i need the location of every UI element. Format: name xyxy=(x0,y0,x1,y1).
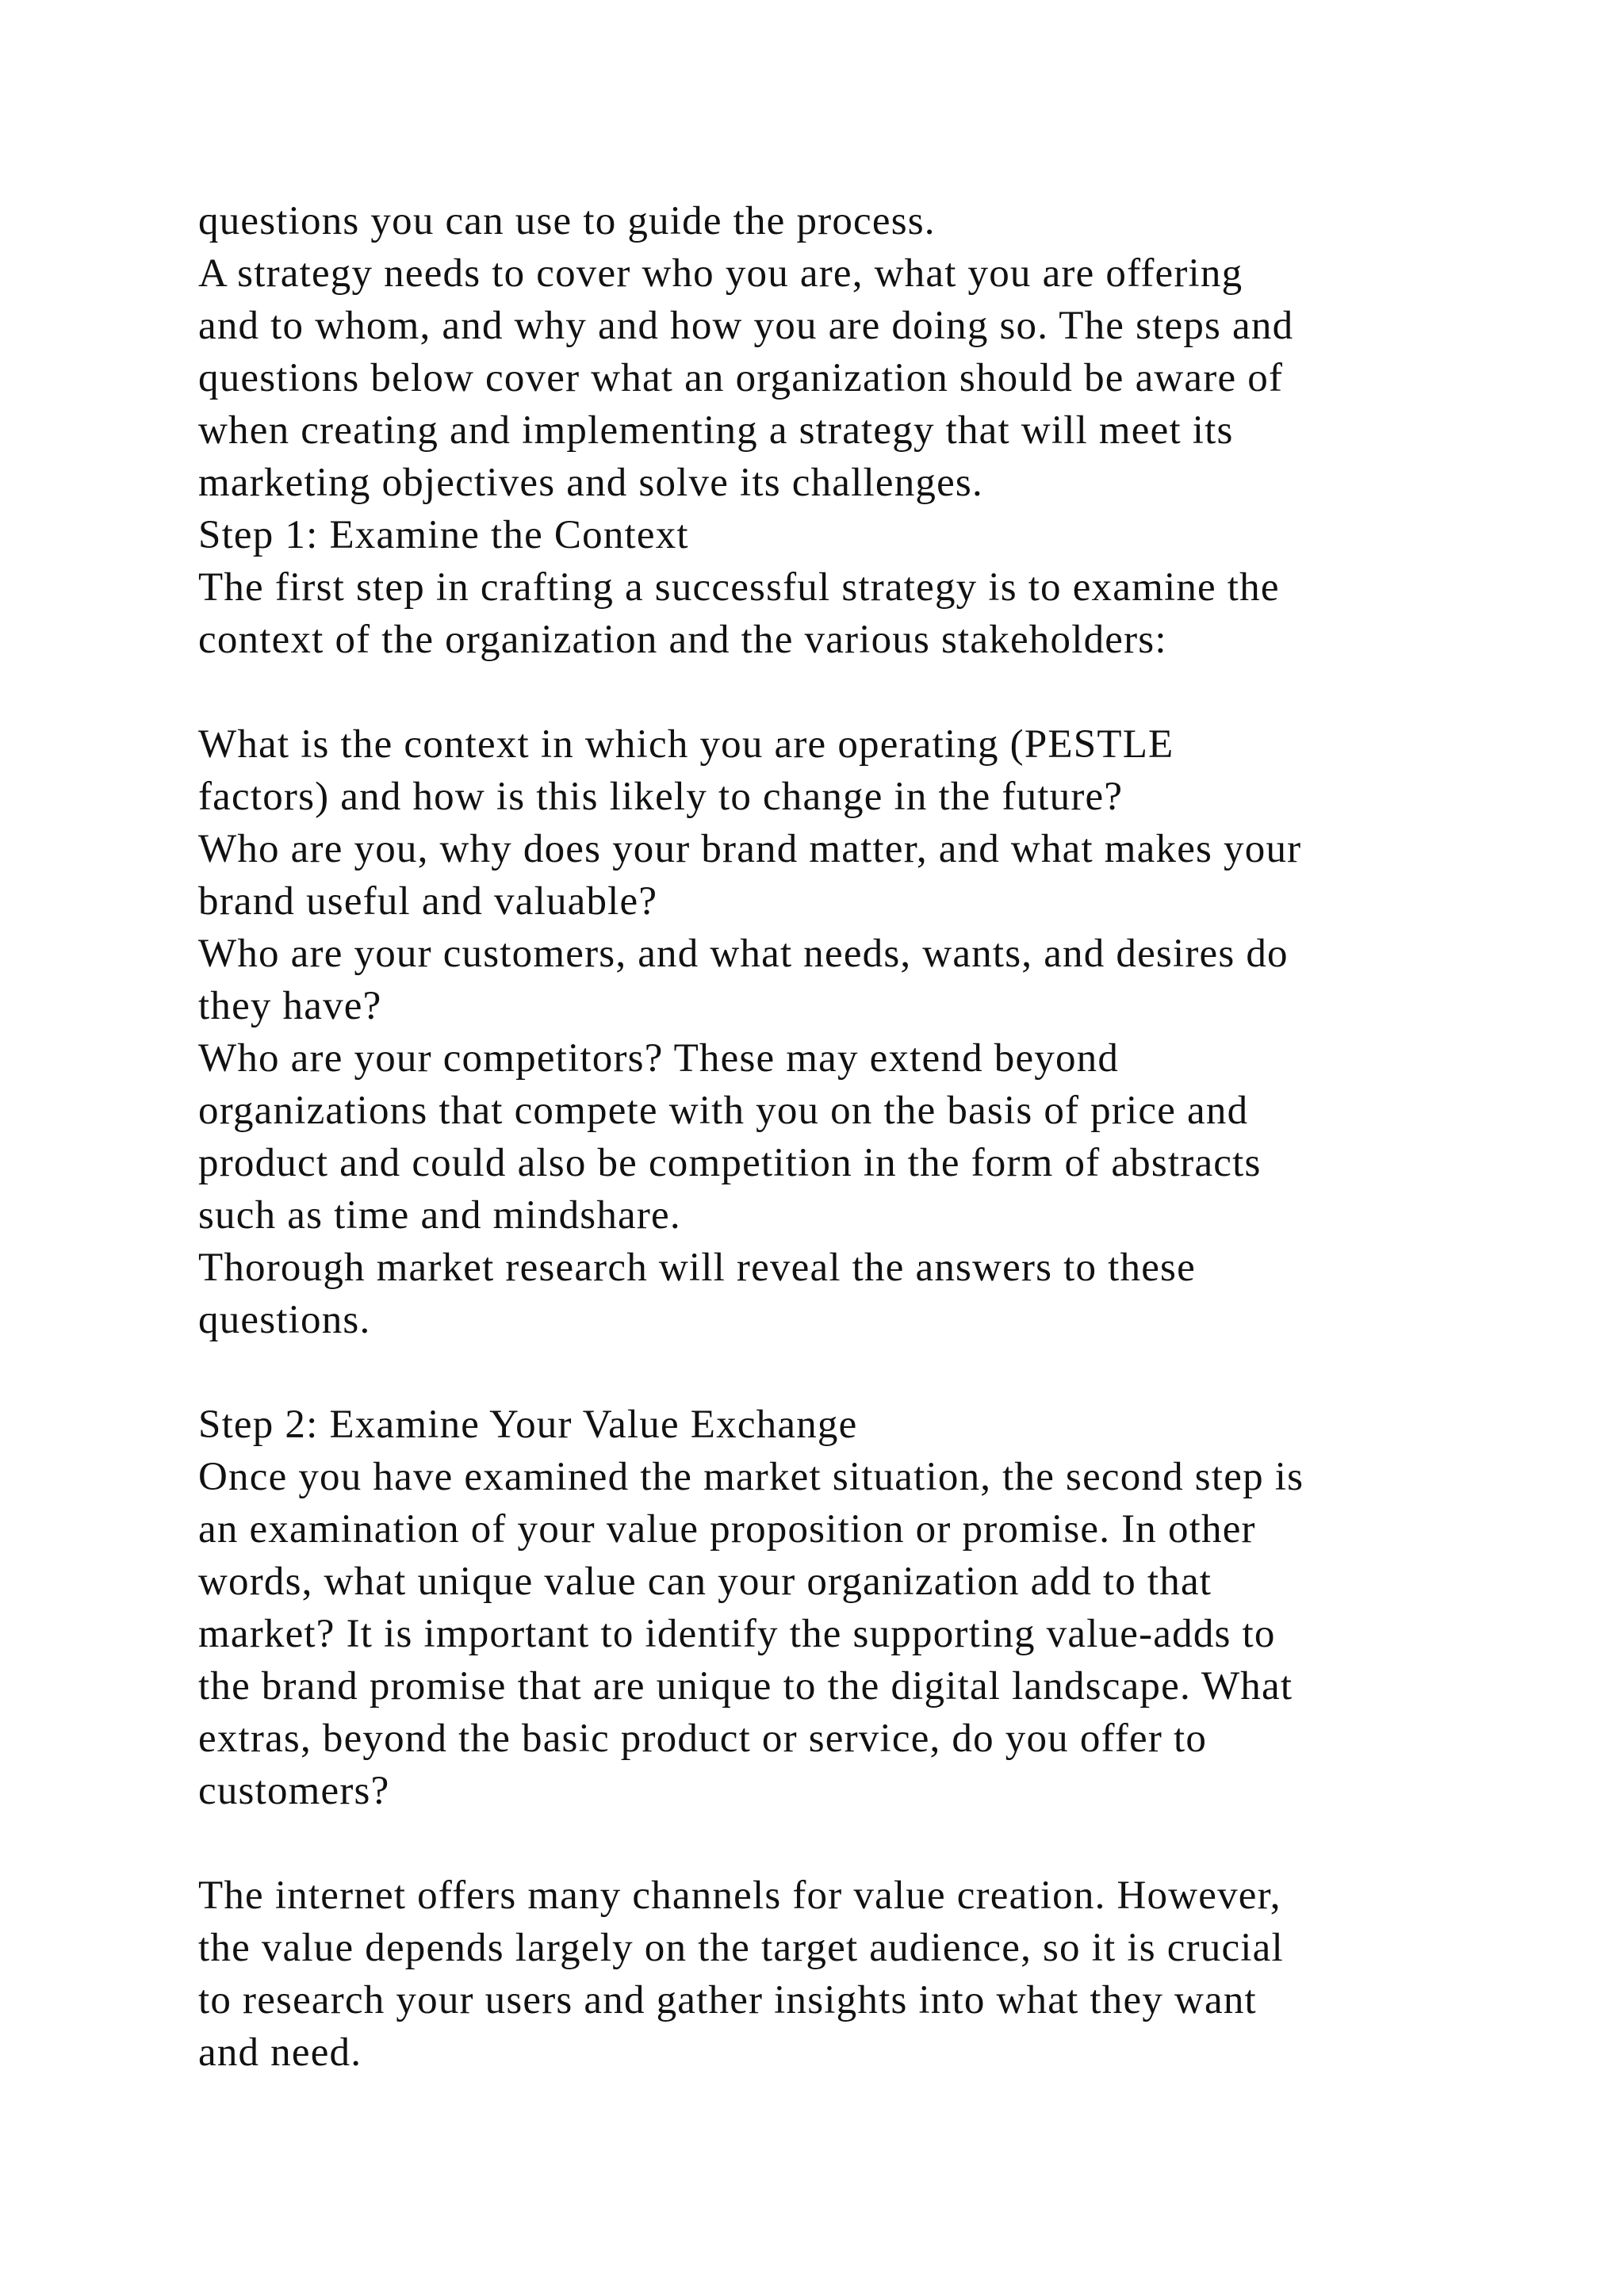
section-heading-step-2: Step 2: Examine Your Value Exchange xyxy=(198,1402,858,1447)
blank-line xyxy=(198,1346,1483,1399)
text-line: when creating and implementing a strategy that will meet its xyxy=(198,408,1234,453)
question-line: brand useful and valuable? xyxy=(198,879,658,924)
text-line: A strategy needs to cover who you are, what you are offering xyxy=(198,251,1243,296)
question-line: Who are you, why does your brand matter, and what makes your xyxy=(198,827,1302,871)
text-line: an examination of your value proposition or promise. In other xyxy=(198,1507,1256,1552)
question-line: such as time and mindshare. xyxy=(198,1193,681,1238)
text-line: questions below cover what an organization should be aware of xyxy=(198,356,1284,400)
question-line: What is the context in which you are operating (PESTLE xyxy=(198,722,1174,767)
question-line: factors) and how is this likely to change in the future? xyxy=(198,775,1124,819)
text-line: to research your users and gather insights into what they want xyxy=(198,1978,1257,2022)
text-line: and to whom, and why and how you are doing so. The steps and xyxy=(198,304,1294,348)
text-line: and need. xyxy=(198,2030,362,2075)
text-line: customers? xyxy=(198,1769,390,1813)
text-line: Once you have examined the market situation, the second step is xyxy=(198,1455,1304,1499)
text-line: the brand promise that are unique to the digital landscape. What xyxy=(198,1664,1293,1709)
section-heading-step-1: Step 1: Examine the Context xyxy=(198,513,689,557)
text-line: extras, beyond the basic product or service, do you offer to xyxy=(198,1716,1208,1761)
text-line: words, what unique value can your organization add to that xyxy=(198,1559,1212,1604)
question-line: organizations that compete with you on the basis of price and xyxy=(198,1089,1249,1133)
text-line: questions you can use to guide the process. xyxy=(198,199,936,243)
text-line: context of the organization and the various stakeholders: xyxy=(198,618,1167,662)
question-line: Who are your competitors? These may extend beyond xyxy=(198,1036,1120,1081)
question-line: product and could also be competition in the form of abstracts xyxy=(198,1141,1262,1185)
text-line: the value depends largely on the target audience, so it is crucial xyxy=(198,1926,1284,1970)
text-line: questions. xyxy=(198,1298,371,1342)
document-body xyxy=(198,195,1483,2079)
blank-line xyxy=(198,666,1483,718)
question-line: they have? xyxy=(198,984,382,1028)
text-line: The internet offers many channels for value creation. However, xyxy=(198,1873,1281,1918)
text-line: market? It is important to identify the supporting value-adds to xyxy=(198,1612,1276,1656)
question-line: Who are your customers, and what needs, wants, and desires do xyxy=(198,932,1289,976)
text-line: marketing objectives and solve its challenges. xyxy=(198,461,983,505)
blank-line xyxy=(198,1817,1483,1869)
text-line: Thorough market research will reveal the answers to these xyxy=(198,1246,1196,1290)
text-line: The first step in crafting a successful strategy is to examine the xyxy=(198,565,1280,610)
